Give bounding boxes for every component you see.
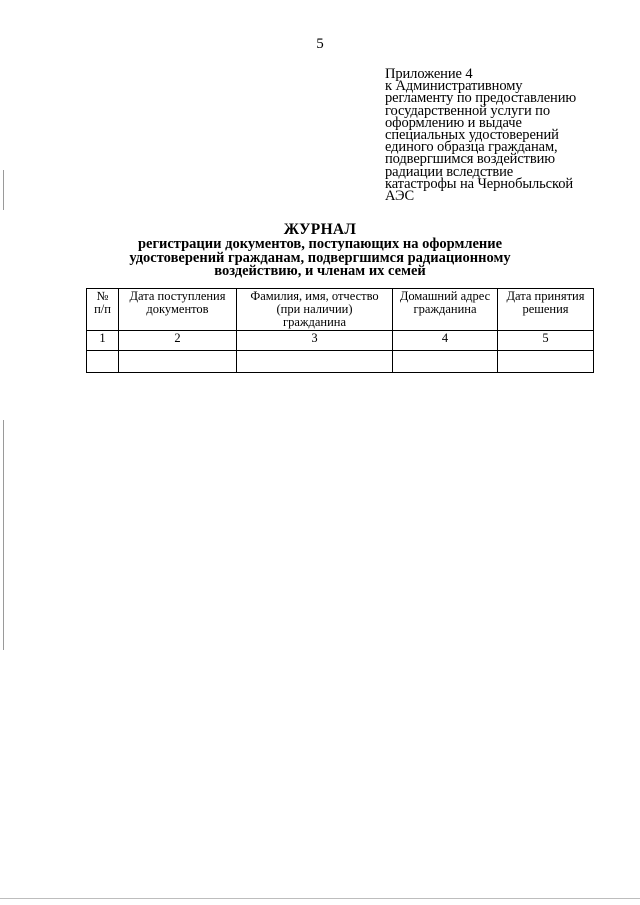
table-row — [87, 351, 594, 373]
header-line: гражданина — [413, 302, 477, 316]
column-number-cell: 2 — [119, 331, 237, 351]
header-line: № — [96, 289, 109, 303]
column-number-cell: 1 — [87, 331, 119, 351]
table-header-row — [87, 289, 594, 331]
appendix-line: Приложение 4 — [385, 66, 473, 82]
appendix-line: радиации вследствие — [385, 163, 514, 180]
column-header-home-address — [393, 289, 498, 331]
table-cell — [237, 351, 393, 373]
appendix-line: катастрофы на Чернобыльской — [385, 175, 574, 192]
journal-title: ЖУРНАЛ — [283, 221, 357, 238]
column-header-decision-date — [498, 289, 594, 331]
appendix-line: единого образца гражданам, — [385, 139, 558, 156]
table-cell — [87, 351, 119, 373]
header-line: гражданина — [282, 315, 347, 329]
header-line: решения — [522, 302, 569, 316]
journal-subtitle — [0, 238, 640, 279]
column-number-cell: 3 — [237, 331, 393, 351]
header-line: Домашний адрес — [399, 289, 491, 303]
header-line: (при наличии) — [276, 302, 353, 316]
column-number-cell: 5 — [498, 331, 594, 351]
appendix-line: подвергшимся воздействию — [385, 151, 556, 168]
column-number-row — [87, 331, 594, 351]
appendix-line: оформлению и выдаче — [385, 114, 522, 131]
appendix-line: к Административному — [385, 78, 523, 95]
appendix-line: АЭС — [385, 188, 415, 205]
appendix-line: специальных удостоверений — [385, 127, 559, 144]
appendix-line: регламенту по предоставлению — [385, 90, 577, 107]
scan-bottom-edge — [0, 898, 640, 899]
column-number-cell: 4 — [393, 331, 498, 351]
column-header-date-received — [119, 289, 237, 331]
appendix-note — [385, 66, 625, 205]
table-cell — [393, 351, 498, 373]
header-line: Фамилия, имя, отчество — [250, 289, 379, 303]
scan-margin-mark — [3, 170, 4, 210]
journal-table — [86, 288, 594, 373]
header-line: документов — [146, 302, 209, 316]
journal-heading — [0, 222, 640, 279]
column-header-number — [87, 289, 119, 331]
journal-subtitle-line: регистрации документов, поступающих на оформление — [137, 236, 503, 252]
header-line: Дата поступления — [129, 289, 226, 303]
header-line: Дата принятия — [506, 289, 585, 303]
journal-subtitle-line: удостоверений гражданам, подвергшимся радиационному — [129, 249, 511, 266]
page-number: 5 — [316, 36, 324, 52]
appendix-line: государственной услуги по — [385, 102, 550, 119]
column-header-full-name — [237, 289, 393, 331]
scan-margin-mark — [3, 420, 4, 650]
header-line: п/п — [94, 302, 111, 316]
table-cell — [498, 351, 594, 373]
journal-subtitle-line: воздействию, и членам их семей — [214, 263, 426, 279]
table-cell — [119, 351, 237, 373]
